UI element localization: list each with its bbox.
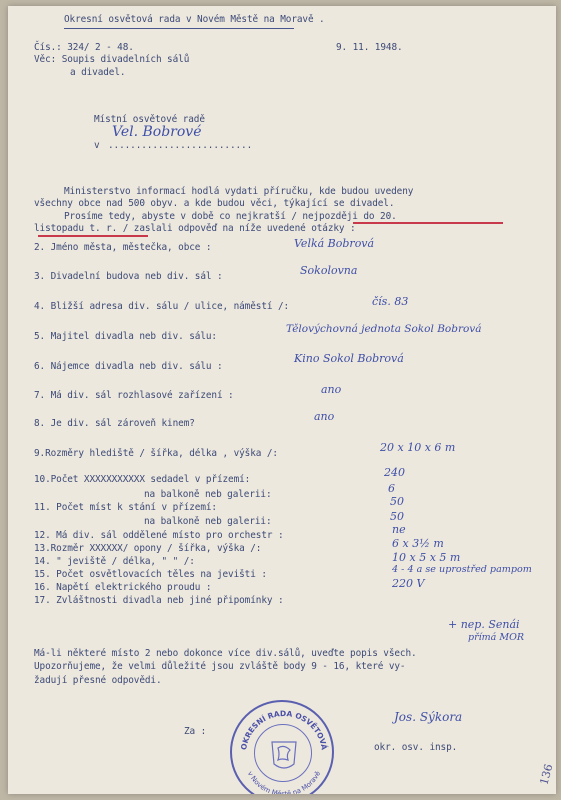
question-label: 17. Zvláštnosti divadla neb jiné připomínky : xyxy=(34,595,284,606)
subject-line-2: a divadel. xyxy=(70,67,126,78)
question-answer: ne xyxy=(392,523,406,536)
question-label: 12. Má div. sál oddělené místo pro orchestr : xyxy=(34,530,284,541)
remark-line-2: přímá MOR xyxy=(468,632,525,643)
stamp-bottom-text: v Novém Městě na Moravě xyxy=(245,769,323,799)
red-underline-1 xyxy=(353,222,503,224)
question-label: 4. Bližší adresa div. sálu / ulice, náměstí /: xyxy=(34,301,290,312)
subject-line-1: Věc: Soupis divadelních sálů xyxy=(34,54,190,65)
question-label: 5. Majitel divadla neb div. sálu: xyxy=(34,331,217,342)
remark-line-1: + nep. Senái xyxy=(448,618,520,631)
signer-role: okr. osv. insp. xyxy=(374,742,458,753)
question-answer: 4 - 4 a se uprostřed pampom xyxy=(392,564,532,575)
question-label: 10.Počet XXXXXXXXXXX sedadel v přízemí: xyxy=(34,474,251,485)
question-label: 13.Rozměr XXXXXX/ opony / šířka, výška /: xyxy=(34,543,262,554)
question-label: 11. Počet míst k stání v přízemí: xyxy=(34,502,217,513)
question-answer: 20 x 10 x 6 m xyxy=(380,441,456,454)
question-label: na balkoně neb galerii: xyxy=(144,516,272,527)
question-label: 2. Jméno města, městečka, obce : xyxy=(34,242,212,253)
addressee-prefix: v xyxy=(94,140,100,151)
reference-number: Čís.: 324/ 2 - 48. xyxy=(34,42,134,53)
body-line-1: Ministerstvo informací hodlá vydati příručku, kde budou uvedeny xyxy=(64,186,414,197)
question-label: 3. Divadelní budova neb div. sál : xyxy=(34,271,223,282)
question-label: 9.Rozměry hlediště / šířka, délka , výška /: xyxy=(34,448,278,459)
official-stamp xyxy=(230,700,334,799)
body-line-3: Prosíme tedy, abyste v době co nejkratší / nejpozději do 20. xyxy=(64,211,397,222)
question-answer: ano xyxy=(321,383,342,396)
question-label: na balkoně neb galerii: xyxy=(144,489,272,500)
question-answer: 50 xyxy=(390,510,404,523)
stamp-top-text: OKRESNÍ RADA OSVĚTOVÁ xyxy=(239,708,329,751)
question-answer: Velká Bobrová xyxy=(294,237,375,250)
question-answer: Tělovýchovná jednota Sokol Bobrová xyxy=(286,323,482,335)
office-title-underline xyxy=(64,28,294,29)
question-answer: Sokolovna xyxy=(300,264,358,277)
question-answer: 50 xyxy=(390,495,404,508)
red-underline-2 xyxy=(38,235,148,237)
office-title: Okresní osvětová rada v Novém Městě na Moravě . xyxy=(64,14,325,25)
question-label: 15. Počet osvětlovacích těles na jevišti : xyxy=(34,569,267,580)
question-answer: 6 x 3½ m xyxy=(392,537,444,550)
footer-line-1: Má-li některé místo 2 nebo dokonce více div.sálů, uveďte popis všech. xyxy=(34,648,417,659)
question-label: 6. Nájemce divadla neb div. sálu : xyxy=(34,361,223,372)
question-label: 8. Je div. sál zároveň kinem? xyxy=(34,418,195,429)
question-answer: čís. 83 xyxy=(372,295,409,308)
stamp-inner-ring xyxy=(254,724,312,782)
addressee-line: Místní osvětové radě xyxy=(94,114,205,125)
footer-line-3: žadují přesné odpovědi. xyxy=(34,675,162,686)
addressee-handwritten: Vel. Bobrové xyxy=(112,124,202,140)
question-answer: Kino Sokol Bobrová xyxy=(294,352,404,365)
footer-line-2: Upozorňujeme, že velmi důležité jsou zvláště body 9 - 16, které vy- xyxy=(34,661,406,672)
signature: Jos. Sýkora xyxy=(394,710,463,724)
question-answer: 6 xyxy=(388,482,395,495)
question-answer: 10 x 5 x 5 m xyxy=(392,551,461,564)
addressee-dots: .......................... xyxy=(108,140,253,151)
body-line-4: listopadu t. r. / zaslali odpověď na níže uvedené otázky : xyxy=(34,223,356,234)
question-label: 7. Má div. sál rozhlasové zařízení : xyxy=(34,390,234,401)
document-sheet xyxy=(8,6,556,799)
body-line-2: všechny obce nad 500 obyv. a kde budou věci, týkající se divadel. xyxy=(34,198,395,209)
question-answer: ano xyxy=(314,410,335,423)
document-date: 9. 11. 1948. xyxy=(336,42,403,53)
question-answer: 220 V xyxy=(392,577,425,590)
question-label: 16. Napětí elektrického proudu : xyxy=(34,582,212,593)
question-label: 14. " jeviště / délka, " " /: xyxy=(34,556,195,567)
page-number: 136 xyxy=(537,762,556,787)
za-label: Za : xyxy=(184,726,207,737)
question-answer: 240 xyxy=(384,466,405,479)
